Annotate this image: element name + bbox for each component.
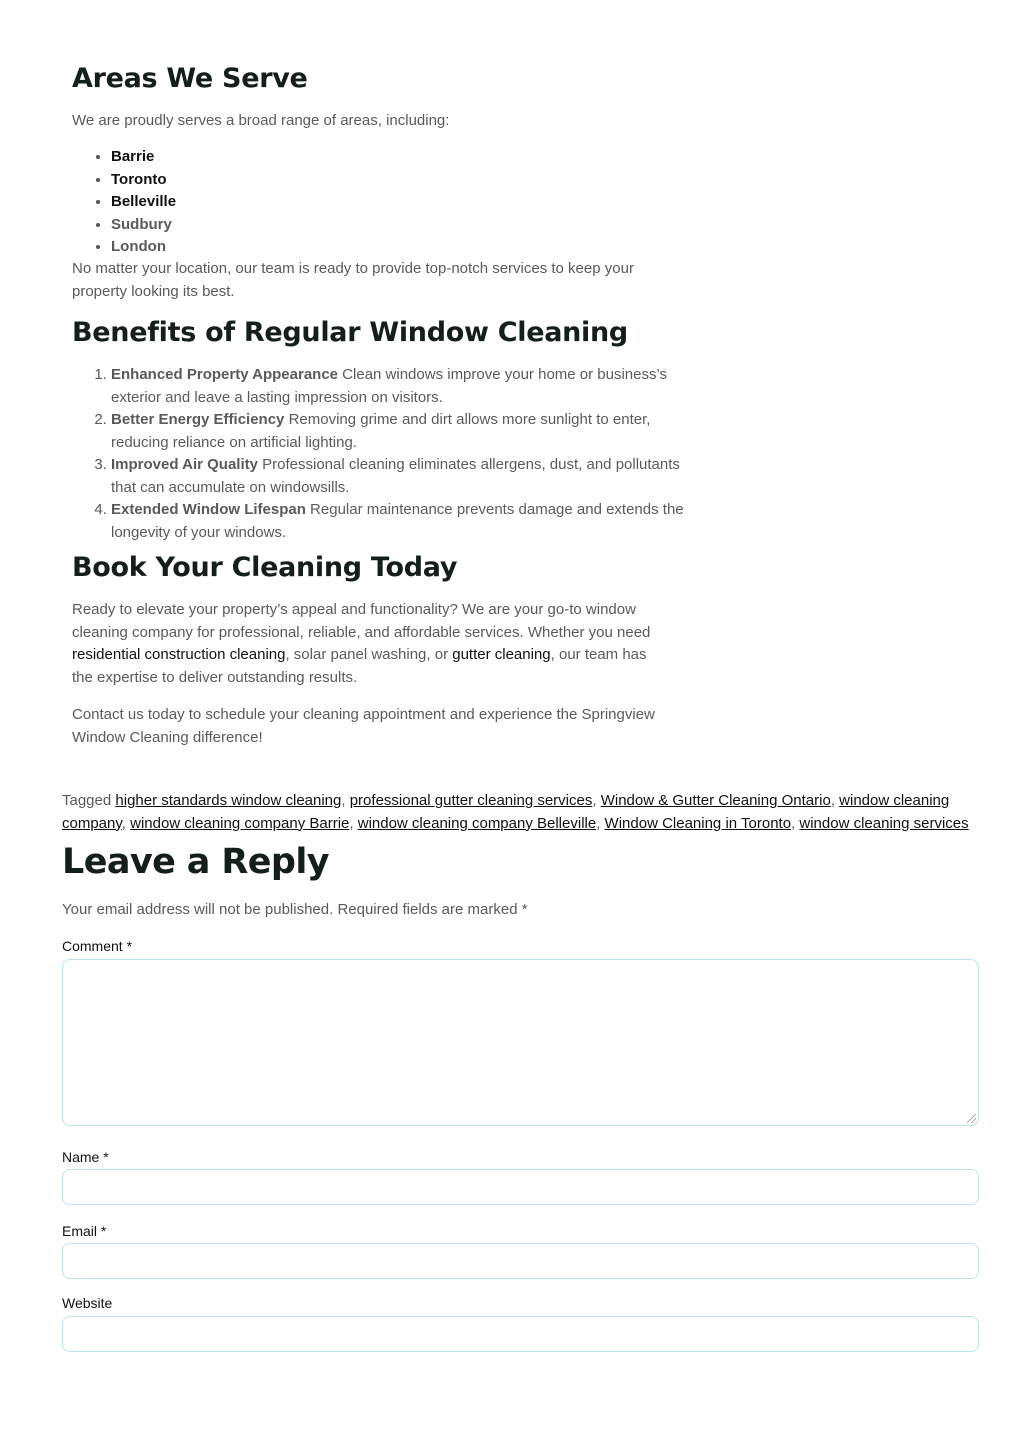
area-item-toronto: • Toronto <box>111 169 671 192</box>
email-input[interactable] <box>62 1243 979 1279</box>
tag-separator: , <box>341 792 350 809</box>
benefit-title: Extended Window Lifespan <box>111 501 306 518</box>
benefit-item <box>111 454 701 499</box>
benefit-text: Professional cleaning eliminates allergens, dust, and pollutants that can accumulate on windowsills. <box>111 456 680 496</box>
comment-label: Comment * <box>62 938 133 954</box>
tag-separator: , <box>592 792 601 809</box>
area-item-barrie: • Barrie <box>111 146 671 169</box>
tag-separator: , <box>830 792 840 809</box>
benefits-heading: Benefits of Regular Window Cleaning <box>72 317 628 348</box>
book-paragraph <box>72 599 662 689</box>
areas-heading: Areas We Serve <box>72 63 308 94</box>
area-item-belleville: • Belleville <box>111 191 671 214</box>
benefit-text: Clean windows improve your home or business’s exterior and leave a lasting impression on visitors. <box>111 366 668 406</box>
post-tags <box>62 790 972 835</box>
residential-construction-cleaning-link[interactable]: residential construction cleaning <box>72 646 286 663</box>
tag-link[interactable]: window cleaning company Belleville <box>357 814 597 832</box>
book-text-b: , solar panel washing, or <box>285 646 453 663</box>
tag-link[interactable]: window cleaning company <box>62 792 950 832</box>
benefit-item <box>111 364 701 409</box>
tag-link[interactable]: Window & Gutter Cleaning Ontario <box>600 792 831 809</box>
areas-outro: No matter your location, our team is ready to provide top-notch services to keep your property looking its best. <box>72 260 634 300</box>
tag-separator: , <box>791 814 800 832</box>
website-input[interactable] <box>62 1316 979 1352</box>
areas-intro: We are proudly serves a broad range of areas, including: <box>72 112 450 129</box>
benefit-title: Improved Air Quality <box>111 456 258 473</box>
tags-prefix: Tagged <box>62 792 116 809</box>
book-text-a: Ready to elevate your property’s appeal and functionality? We are your go-to window cleaning company for professional, reliable, and affordable services. Whether you need <box>72 601 651 641</box>
website-label: Website <box>62 1295 113 1311</box>
comment-notes: Your email address will not be published. Required fields are marked * <box>62 901 528 918</box>
tag-separator: , <box>121 814 131 832</box>
email-label: Email * <box>62 1223 107 1239</box>
resize-grip-icon[interactable] <box>967 1114 976 1123</box>
benefit-text: Regular maintenance prevents damage and extends the longevity of your windows. <box>111 501 684 541</box>
tag-link[interactable]: higher standards window cleaning <box>115 792 342 809</box>
tag-separator: , <box>596 814 605 832</box>
area-item-london: • London <box>111 236 671 259</box>
comment-textarea[interactable] <box>62 959 979 1126</box>
tag-link[interactable]: window cleaning services <box>799 814 969 832</box>
contact-paragraph: Contact us today to schedule your cleaning appointment and experience the Springview Window Cleaning difference! <box>72 706 655 746</box>
reply-title: Leave a Reply <box>62 842 329 882</box>
tag-link[interactable]: professional gutter cleaning services <box>349 792 593 809</box>
name-label: Name * <box>62 1149 109 1165</box>
benefit-title: Better Energy Efficiency <box>111 411 285 428</box>
name-input[interactable] <box>62 1169 979 1205</box>
book-text-c: , our team has the expertise to deliver outstanding results. <box>72 646 647 686</box>
comment-form <box>62 842 979 1311</box>
benefit-item <box>111 499 701 544</box>
book-heading: Book Your Cleaning Today <box>72 552 458 583</box>
tag-link[interactable]: Window Cleaning in Toronto <box>604 814 792 832</box>
gutter-cleaning-link[interactable]: gutter cleaning <box>452 646 551 663</box>
benefits-list <box>72 364 701 544</box>
tag-separator: , <box>349 814 358 832</box>
benefit-title: Enhanced Property Appearance <box>111 366 339 383</box>
area-item-sudbury: • Sudbury <box>111 214 671 237</box>
areas-list <box>72 146 671 259</box>
tag-link[interactable]: window cleaning company Barrie <box>130 814 350 832</box>
benefit-item <box>111 409 701 454</box>
benefit-text: Removing grime and dirt allows more sunlight to enter, reducing reliance on artificial lighting. <box>111 411 651 451</box>
